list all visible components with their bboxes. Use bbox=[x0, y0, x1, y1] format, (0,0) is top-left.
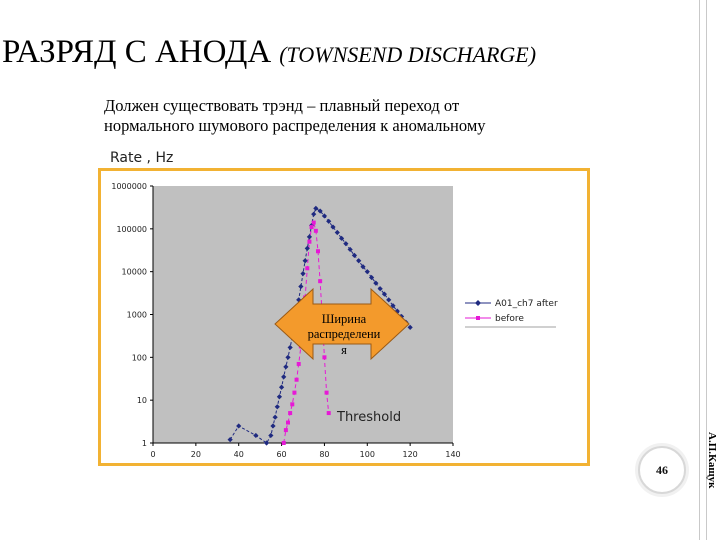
series-before-point bbox=[318, 279, 322, 283]
y-tick-label: 1000 bbox=[126, 310, 147, 320]
series-before-point bbox=[295, 378, 299, 382]
page-number: 46 bbox=[656, 462, 668, 477]
series-before-point bbox=[305, 266, 309, 270]
y-tick-label: 10 bbox=[136, 396, 147, 406]
legend-before-label: before bbox=[495, 314, 524, 324]
legend-after-label: A01_ch7 after bbox=[495, 299, 558, 309]
y-ticks bbox=[111, 182, 153, 448]
x-tick-label: 140 bbox=[445, 450, 461, 459]
x-tick-label: 60 bbox=[276, 450, 287, 459]
width-annotation-line-1: Ширина bbox=[321, 312, 367, 326]
series-before-point bbox=[327, 411, 331, 415]
series-before-point bbox=[307, 240, 311, 244]
subtitle-line-2: нормального шумового распределения к аномальному bbox=[104, 116, 486, 135]
legend-before-marker bbox=[476, 316, 480, 320]
x-tick-label: 40 bbox=[233, 450, 244, 459]
x-tick-label: 100 bbox=[359, 450, 375, 459]
width-annotation-line-2: распределени bbox=[307, 327, 381, 341]
slide-title bbox=[2, 34, 536, 71]
chart-frame bbox=[98, 168, 590, 466]
threshold-annotation: Threshold bbox=[337, 410, 402, 425]
x-tick-label: 80 bbox=[319, 450, 330, 459]
series-before-point bbox=[316, 249, 320, 253]
series-before-point bbox=[288, 411, 292, 415]
author-label: А.П.Кащук bbox=[706, 432, 718, 489]
series-before-point bbox=[286, 421, 290, 425]
series-before-point bbox=[310, 225, 314, 229]
legend bbox=[465, 299, 558, 327]
y-tick-label: 1 bbox=[141, 439, 147, 448]
series-before-point bbox=[314, 229, 318, 233]
legend-after-marker bbox=[475, 300, 481, 306]
series-before-point bbox=[292, 391, 296, 395]
page-number-badge bbox=[638, 446, 686, 494]
width-annotation-line-3: я bbox=[341, 343, 347, 357]
title-sub: (TOWNSEND DISCHARGE) bbox=[279, 42, 537, 67]
series-before-point bbox=[312, 221, 316, 225]
series-before-point bbox=[297, 362, 301, 366]
y-tick-label: 100000 bbox=[116, 224, 147, 234]
x-tick-label: 20 bbox=[190, 450, 201, 459]
subtitle-line-1: Должен существовать трэнд – плавный переход от bbox=[104, 96, 460, 115]
slide-subtitle bbox=[104, 96, 624, 136]
title-main: РАЗРЯД С АНОДА bbox=[2, 34, 272, 70]
series-before-point bbox=[325, 391, 329, 395]
rate-chart bbox=[101, 171, 587, 463]
y-tick-label: 100 bbox=[131, 353, 147, 363]
y-tick-label: 1000000 bbox=[111, 182, 147, 191]
series-before-point bbox=[322, 355, 326, 359]
x-ticks bbox=[150, 443, 460, 459]
y-tick-label: 10000 bbox=[121, 267, 147, 277]
series-before-point bbox=[290, 402, 294, 406]
y-axis-unit-label: Rate , Hz bbox=[110, 150, 174, 166]
series-before-point bbox=[282, 441, 286, 445]
x-tick-label: 0 bbox=[150, 450, 156, 459]
series-before-point bbox=[284, 428, 288, 432]
x-tick-label: 120 bbox=[402, 450, 418, 459]
